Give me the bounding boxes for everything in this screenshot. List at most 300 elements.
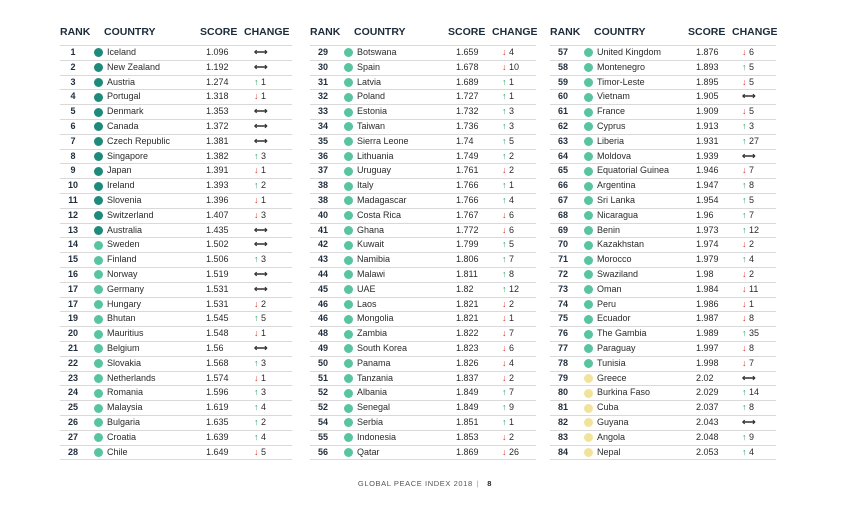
- arrow-down-icon: ↓: [254, 209, 262, 220]
- table-row: [550, 238, 776, 253]
- change-cell: [502, 46, 514, 60]
- peace-level-dot: [94, 330, 103, 339]
- country-cell: Qatar: [357, 446, 380, 457]
- change-cell: [502, 90, 514, 104]
- score-cell: 1.913: [696, 120, 719, 131]
- rank-cell: 12: [67, 209, 78, 220]
- score-cell: 1.56: [206, 342, 224, 353]
- no-change-icon: ⟷: [254, 268, 268, 280]
- arrow-down-icon: ↓: [742, 298, 750, 309]
- peace-level-dot: [344, 167, 353, 176]
- country-cell: Zambia: [357, 328, 388, 339]
- table-row: [310, 164, 536, 179]
- arrow-down-icon: ↓: [502, 209, 510, 220]
- change-value: 4: [509, 357, 515, 368]
- change-value: 11: [749, 283, 759, 294]
- change-cell: [502, 238, 514, 252]
- table-row: [310, 431, 536, 446]
- score-cell: 1.96: [696, 209, 714, 220]
- score-cell: 1.318: [206, 91, 229, 102]
- score-cell: 1.984: [696, 283, 719, 294]
- country-cell: Austria: [107, 76, 136, 87]
- peace-level-dot: [584, 270, 593, 279]
- arrow-down-icon: ↓: [502, 298, 510, 309]
- table-row: [60, 268, 292, 283]
- change-value: 2: [509, 298, 515, 309]
- change-value: 3: [261, 357, 267, 368]
- change-cell: [742, 150, 756, 164]
- change-value: 7: [749, 209, 755, 220]
- peace-level-dot: [584, 241, 593, 250]
- score-cell: 1.353: [206, 106, 229, 117]
- country-cell: Ireland: [107, 180, 135, 191]
- country-cell: Spain: [357, 61, 381, 72]
- rank-cell: 8: [70, 150, 76, 161]
- rank-cell: 68: [557, 209, 568, 220]
- change-value: 2: [509, 165, 515, 176]
- rank-cell: 71: [557, 254, 568, 265]
- country-cell: United Kingdom: [597, 47, 662, 57]
- score-cell: 1.905: [696, 91, 719, 102]
- change-cell: [742, 105, 754, 119]
- country-cell: Equatorial Guinea: [597, 165, 670, 176]
- change-cell: [254, 194, 266, 208]
- table-row: [310, 45, 536, 61]
- score-cell: 1.382: [206, 150, 229, 161]
- change-cell: [254, 120, 268, 134]
- rank-cell: 21: [67, 342, 78, 353]
- change-value: 7: [509, 387, 515, 398]
- arrow-up-icon: ↑: [742, 194, 750, 205]
- country-cell: Guyana: [597, 416, 629, 427]
- score-cell: 1.826: [456, 357, 479, 368]
- arrow-down-icon: ↓: [254, 298, 262, 309]
- peace-level-dot: [584, 93, 593, 102]
- change-cell: [502, 446, 519, 460]
- country-cell: The Gambia: [597, 328, 647, 339]
- peace-level-dot: [584, 196, 593, 205]
- table-row: [60, 45, 292, 61]
- country-cell: Madagascar: [357, 194, 407, 205]
- country-cell: Montenegro: [597, 61, 646, 72]
- score-cell: 1.895: [696, 76, 719, 87]
- score-cell: 1.639: [206, 431, 229, 442]
- table-row: [310, 209, 536, 224]
- arrow-up-icon: ↑: [502, 120, 510, 131]
- arrow-up-icon: ↑: [502, 194, 510, 205]
- change-value: 1: [509, 91, 515, 102]
- table-row: [60, 401, 292, 416]
- score-cell: 2.043: [696, 416, 719, 427]
- country-cell: Cyprus: [597, 120, 626, 131]
- change-value: 9: [749, 431, 755, 442]
- peace-level-dot: [94, 226, 103, 235]
- rank-cell: 77: [557, 342, 568, 353]
- change-value: 4: [509, 194, 515, 205]
- score-cell: 1.689: [456, 76, 479, 87]
- change-cell: [254, 46, 268, 60]
- arrow-down-icon: ↓: [502, 372, 510, 383]
- arrow-down-icon: ↓: [502, 313, 510, 324]
- country-cell: Namibia: [357, 254, 391, 265]
- score-cell: 1.931: [696, 135, 719, 146]
- change-cell: [254, 327, 266, 341]
- change-value: 8: [749, 402, 755, 413]
- table-row: [310, 312, 536, 327]
- rank-cell: 35: [317, 135, 328, 146]
- change-value: 8: [509, 268, 515, 279]
- change-value: 5: [261, 446, 267, 457]
- peace-level-dot: [344, 433, 353, 442]
- change-cell: [502, 283, 519, 297]
- arrow-down-icon: ↓: [502, 446, 510, 457]
- score-cell: 1.979: [696, 254, 719, 265]
- arrow-down-icon: ↓: [254, 446, 262, 457]
- arrow-down-icon: ↓: [742, 283, 750, 294]
- change-cell: [742, 372, 756, 386]
- country-cell: Chile: [107, 446, 128, 457]
- rank-cell: 33: [317, 106, 328, 117]
- no-change-icon: ⟷: [254, 120, 268, 132]
- table-row: [550, 90, 776, 105]
- change-value: 1: [509, 180, 515, 191]
- rank-cell: 37: [317, 165, 328, 176]
- change-cell: [502, 298, 514, 312]
- change-cell: [502, 105, 514, 119]
- change-cell: [502, 416, 514, 430]
- country-cell: Portugal: [107, 91, 141, 102]
- score-cell: 1.876: [696, 47, 719, 57]
- peace-level-dot: [344, 63, 353, 72]
- arrow-up-icon: ↑: [742, 224, 750, 235]
- rank-cell: 55: [317, 431, 328, 442]
- arrow-up-icon: ↑: [742, 180, 750, 191]
- rank-cell: 74: [557, 298, 568, 309]
- rank-cell: 44: [317, 268, 328, 279]
- score-cell: 1.851: [456, 416, 479, 427]
- score-cell: 1.736: [456, 120, 479, 131]
- rank-cell: 84: [557, 446, 568, 457]
- no-change-icon: ⟷: [254, 283, 268, 295]
- table-row: [60, 238, 292, 253]
- change-value: 6: [509, 342, 515, 353]
- change-cell: [502, 431, 514, 445]
- change-value: 14: [749, 387, 760, 398]
- peace-level-dot: [94, 78, 103, 87]
- change-value: 1: [261, 165, 267, 176]
- rank-cell: 15: [67, 254, 78, 265]
- rank-cell: 3: [70, 76, 76, 87]
- table-row: [60, 105, 292, 120]
- table-row: [550, 401, 776, 416]
- table-body: [310, 45, 536, 460]
- change-value: 7: [509, 254, 515, 265]
- score-cell: 1.989: [696, 328, 719, 339]
- score-cell: 2.053: [696, 446, 719, 457]
- country-cell: UAE: [357, 283, 376, 294]
- arrow-up-icon: ↑: [502, 402, 510, 413]
- change-value: 8: [749, 313, 755, 324]
- table-row: [310, 342, 536, 357]
- rank-cell: 26: [67, 416, 78, 427]
- score-cell: 1.531: [206, 298, 229, 309]
- change-cell: [742, 90, 756, 104]
- table-row: [310, 401, 536, 416]
- rank-cell: 24: [67, 387, 78, 398]
- no-change-icon: ⟷: [742, 91, 756, 103]
- country-cell: Switzerland: [107, 209, 154, 220]
- rank-cell: 13: [67, 224, 78, 235]
- peace-level-dot: [344, 404, 353, 413]
- peace-level-dot: [344, 78, 353, 87]
- change-cell: [742, 283, 758, 297]
- country-cell: Panama: [357, 357, 391, 368]
- header-country: COUNTRY: [104, 26, 156, 38]
- arrow-down-icon: ↓: [502, 61, 510, 72]
- change-cell: [742, 357, 754, 371]
- change-value: 3: [261, 387, 267, 398]
- change-value: 1: [261, 328, 267, 339]
- arrow-down-icon: ↓: [502, 342, 510, 353]
- no-change-icon: ⟷: [742, 416, 756, 428]
- country-cell: Greece: [597, 372, 627, 383]
- change-cell: [742, 253, 754, 267]
- peace-level-dot: [94, 300, 103, 309]
- score-cell: 1.853: [456, 431, 479, 442]
- change-value: 5: [749, 194, 755, 205]
- arrow-up-icon: ↑: [254, 431, 262, 442]
- change-cell: [742, 268, 754, 282]
- peace-level-dot: [94, 137, 103, 146]
- change-value: 8: [749, 342, 755, 353]
- arrow-up-icon: ↑: [502, 283, 510, 294]
- arrow-up-icon: ↑: [742, 328, 750, 339]
- rank-cell: 65: [557, 165, 568, 176]
- country-cell: Cuba: [597, 402, 619, 413]
- score-cell: 1.893: [696, 61, 719, 72]
- change-cell: [502, 357, 514, 371]
- change-cell: [502, 61, 519, 75]
- change-value: 5: [749, 61, 755, 72]
- header-country: COUNTRY: [594, 26, 646, 38]
- rank-cell: 32: [317, 91, 328, 102]
- change-cell: [254, 61, 268, 75]
- change-cell: [254, 431, 266, 445]
- table-row: [60, 283, 292, 298]
- peace-level-dot: [94, 211, 103, 220]
- change-value: 6: [509, 224, 515, 235]
- header-country: COUNTRY: [354, 26, 406, 38]
- table-header: [550, 22, 776, 40]
- country-cell: Ghana: [357, 224, 385, 235]
- footer-title: GLOBAL PEACE INDEX 2018: [357, 479, 473, 488]
- change-value: 2: [509, 150, 515, 161]
- header-score: SCORE: [448, 26, 486, 38]
- score-cell: 1.766: [456, 194, 479, 205]
- country-cell: Malaysia: [107, 402, 143, 413]
- change-cell: [502, 164, 514, 178]
- peace-level-dot: [344, 256, 353, 265]
- score-cell: 2.029: [696, 387, 719, 398]
- score-cell: 1.74: [456, 135, 474, 146]
- country-cell: Mongolia: [357, 313, 394, 324]
- change-value: 4: [749, 446, 755, 457]
- rank-cell: 73: [557, 283, 568, 294]
- rank-cell: 1: [70, 47, 76, 57]
- peace-level-dot: [344, 226, 353, 235]
- change-value: 1: [261, 91, 267, 102]
- change-value: 3: [261, 209, 267, 220]
- arrow-up-icon: ↑: [254, 387, 262, 398]
- rank-cell: 66: [557, 180, 568, 191]
- table-row: [310, 120, 536, 135]
- score-cell: 1.407: [206, 209, 229, 220]
- peace-level-dot: [584, 433, 593, 442]
- no-change-icon: ⟷: [254, 61, 268, 73]
- arrow-down-icon: ↓: [502, 224, 510, 235]
- table-row: [550, 446, 776, 461]
- arrow-up-icon: ↑: [742, 135, 750, 146]
- score-cell: 1.659: [456, 47, 479, 57]
- peace-level-dot: [584, 211, 593, 220]
- peace-level-dot: [344, 389, 353, 398]
- score-cell: 1.766: [456, 180, 479, 191]
- peace-level-dot: [94, 344, 103, 353]
- country-cell: Moldova: [597, 150, 632, 161]
- score-cell: 1.502: [206, 239, 229, 250]
- change-cell: [254, 401, 266, 415]
- peace-level-dot: [584, 182, 593, 191]
- rank-cell: 34: [317, 120, 328, 131]
- score-cell: 1.821: [456, 298, 479, 309]
- country-cell: Nicaragua: [597, 209, 639, 220]
- country-cell: Lithuania: [357, 150, 394, 161]
- peace-level-dot: [344, 48, 353, 57]
- arrow-up-icon: ↑: [254, 76, 262, 87]
- country-cell: Angola: [597, 431, 626, 442]
- arrow-down-icon: ↓: [502, 357, 510, 368]
- peace-level-dot: [584, 374, 593, 383]
- arrow-up-icon: ↑: [254, 313, 262, 324]
- change-value: 12: [749, 224, 760, 235]
- rank-cell: 58: [557, 61, 568, 72]
- table-row: [550, 164, 776, 179]
- table-column-1: [60, 22, 292, 460]
- table-row: [60, 446, 292, 461]
- table-row: [60, 253, 292, 268]
- change-cell: [742, 120, 754, 134]
- change-value: 27: [749, 135, 760, 146]
- country-cell: Belgium: [107, 342, 140, 353]
- change-cell: [254, 76, 266, 90]
- country-cell: Paraguay: [597, 342, 636, 353]
- change-cell: [742, 179, 754, 193]
- arrow-up-icon: ↑: [254, 416, 262, 427]
- change-value: 9: [509, 402, 515, 413]
- arrow-down-icon: ↓: [742, 76, 750, 87]
- country-cell: Benin: [597, 224, 621, 235]
- table-row: [550, 312, 776, 327]
- peace-level-dot: [344, 359, 353, 368]
- change-cell: [502, 209, 514, 223]
- rank-cell: 79: [557, 372, 568, 383]
- score-cell: 2.048: [696, 431, 719, 442]
- table-row: [60, 90, 292, 105]
- country-cell: Slovenia: [107, 194, 142, 205]
- change-cell: [502, 386, 514, 400]
- rank-cell: 83: [557, 431, 568, 442]
- rank-cell: 38: [317, 194, 328, 205]
- country-cell: Nepal: [597, 446, 621, 457]
- rank-cell: 46: [317, 298, 328, 309]
- rank-cell: 6: [70, 120, 76, 131]
- arrow-up-icon: ↑: [742, 387, 750, 398]
- change-cell: [254, 253, 266, 267]
- header-rank: RANK: [60, 26, 91, 38]
- score-cell: 1.821: [456, 313, 479, 324]
- change-cell: [742, 416, 756, 430]
- change-value: 3: [749, 120, 755, 131]
- rank-cell: 2: [70, 61, 76, 72]
- no-change-icon: ⟷: [254, 224, 268, 236]
- change-value: 4: [261, 402, 267, 413]
- change-cell: [254, 446, 266, 460]
- table-column-2: [310, 22, 536, 460]
- score-cell: 1.974: [696, 239, 719, 250]
- change-value: 7: [749, 357, 755, 368]
- country-cell: Ecuador: [597, 313, 631, 324]
- score-cell: 1.761: [456, 165, 479, 176]
- country-cell: Croatia: [107, 431, 137, 442]
- score-cell: 2.037: [696, 402, 719, 413]
- country-cell: Poland: [357, 91, 386, 102]
- country-cell: Argentina: [597, 180, 636, 191]
- rank-cell: 5: [70, 106, 76, 117]
- change-value: 5: [509, 135, 515, 146]
- peace-level-dot: [94, 63, 103, 72]
- peace-level-dot: [94, 93, 103, 102]
- score-cell: 1.545: [206, 313, 229, 324]
- peace-level-dot: [584, 48, 593, 57]
- country-cell: Albania: [357, 387, 388, 398]
- rank-cell: 20: [67, 328, 78, 339]
- table-row: [310, 298, 536, 313]
- table-row: [310, 357, 536, 372]
- country-cell: Uruguay: [357, 165, 392, 176]
- rank-cell: 76: [557, 328, 568, 339]
- table-row: [550, 194, 776, 209]
- change-cell: [742, 312, 754, 326]
- country-cell: Australia: [107, 224, 143, 235]
- country-cell: Timor-Leste: [597, 76, 645, 87]
- table-row: [310, 283, 536, 298]
- rank-cell: 60: [557, 91, 568, 102]
- change-cell: [254, 372, 266, 386]
- header-change: CHANGE: [492, 26, 538, 38]
- arrow-down-icon: ↓: [502, 431, 510, 442]
- change-cell: [502, 150, 514, 164]
- change-cell: [502, 253, 514, 267]
- peace-level-dot: [344, 211, 353, 220]
- change-cell: [742, 135, 759, 149]
- peace-level-dot: [94, 196, 103, 205]
- table-row: [60, 312, 292, 327]
- peace-level-dot: [94, 448, 103, 457]
- peace-level-dot: [94, 418, 103, 427]
- peace-level-dot: [584, 122, 593, 131]
- arrow-down-icon: ↓: [742, 47, 750, 57]
- change-cell: [742, 342, 754, 356]
